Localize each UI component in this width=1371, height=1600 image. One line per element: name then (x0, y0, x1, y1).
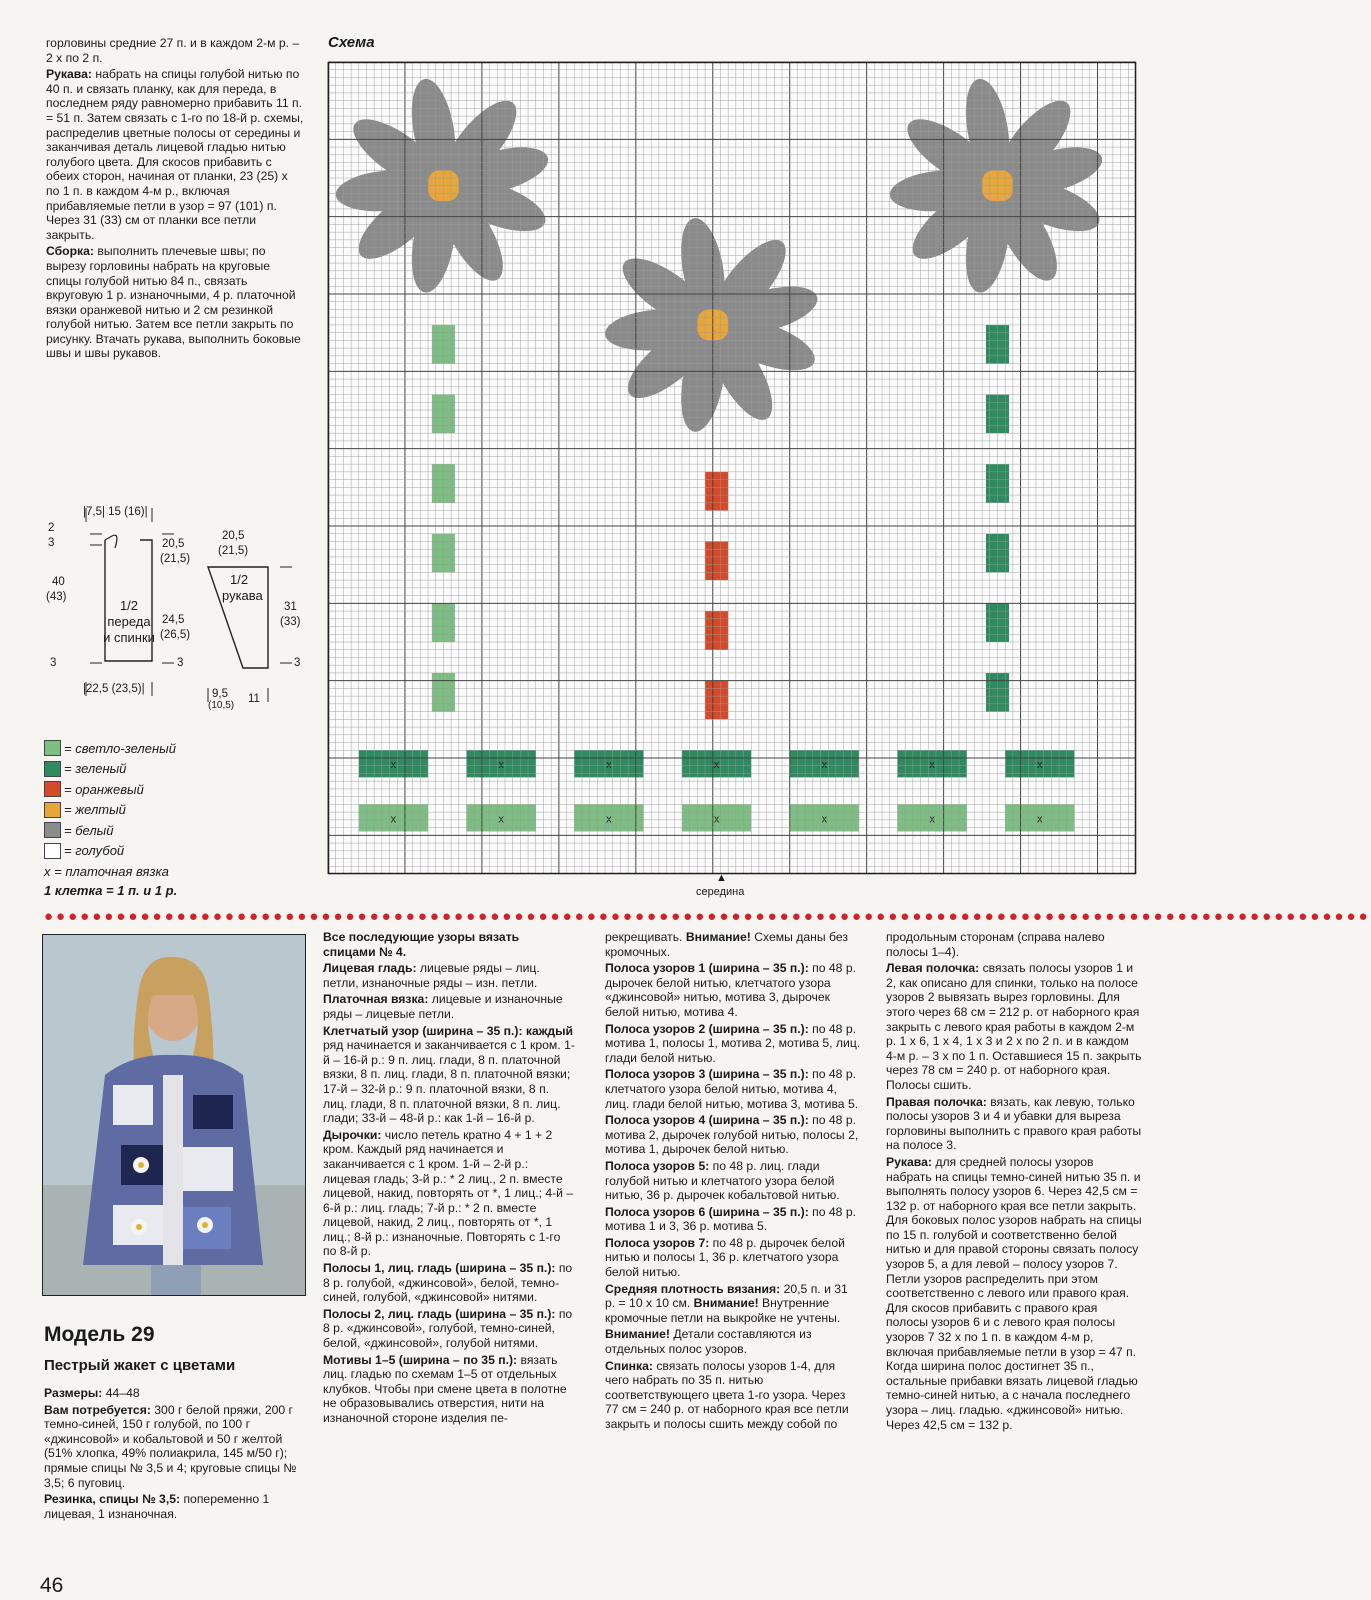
paragraph-heading: Полоса узоров 1 (ширина – 35 п.): (605, 961, 809, 976)
paragraph-heading: Внимание! (605, 1327, 670, 1342)
model-materials (44, 1386, 306, 1523)
sleeve-dim-31: 31 (284, 601, 297, 613)
legend-swatch (44, 781, 61, 797)
paragraph (323, 961, 575, 990)
paragraph-heading: Размеры: (44, 1386, 103, 1400)
legend-label: = белый (64, 822, 114, 838)
paragraph-text: Внутренние кромочные петли на выкройке не учтены. (605, 1296, 841, 1325)
paragraph-text: по 48 р. дырочек белой нитью, клетчатого узора «джинсовой» нитью, мотива 3, дырочек белой нитью, мотива 4. (605, 961, 857, 1019)
paragraph (323, 992, 575, 1021)
paragraph (323, 930, 575, 959)
paragraph-text: ряд начинается и заканчивается с 1 кром. 1-й – 16-й р.: 9 п. лиц. глади, 8 п. платочной вязки, 8 п. лиц. глади, 8 п. платочной вязки; 17-й – 32-й р.: 9 п. платочной вязки, 8 п. лиц. глади, 8 п. платочной вязки, 8 п. лиц. глади; 33-й – 48-й р.: как 1-й – 16-й р. (323, 1038, 575, 1126)
paragraph-heading: Вам потребуется: (44, 1402, 151, 1417)
paragraph-text: набрать на спицы голубой нитью по 40 п. и связать планку, как для переда, в последнем ряду равномерно прибавить 11 п. = 51 п. Затем связать с 1-го по 18-й р. схемы, распределив цветные полосы от середины и заканчивая деталь лицевой гладью нитью голубого цвета. Для скосов прибавить с обеих сторон, начиная от планки, 23 (25) х по 1 п. в каждом 4-м р., включая прибавляемые петли в узор = 97 (101) п. Через 31 (33) см от планки все петли закрыть. (46, 67, 304, 242)
paragraph-text: Детали составляются из отдельных полос узоров. (605, 1327, 812, 1357)
platochnaya-mark: x (929, 759, 935, 772)
legend-swatch (44, 822, 61, 838)
sleeve-dim-33: (33) (280, 616, 301, 628)
paragraph-text: по 48 р. мотива 1, полосы 1, мотива 2, мотива 5, лиц. глади белой нитью. (605, 1021, 861, 1065)
paragraph-text: лицевые ряды – лиц. петли, изнаночные ряды – изн. петли. (323, 961, 540, 990)
stem-segment (705, 472, 728, 511)
paragraph-heading: Сборка: (46, 244, 94, 259)
legend-swatch (44, 802, 61, 818)
sleeve-label-2: рукава (222, 588, 263, 603)
paragraph-text: по 48 р. лиц. глади голубой нитью и клетчатого узора белой нитью, 36 р. дырочек кобальтовой нитью. (605, 1158, 840, 1203)
paragraph (323, 1261, 575, 1305)
paragraph-text: по 48 р. дырочек белой нитью и полосы 1, 36 р. клетчатого узора белой нитью. (605, 1235, 845, 1280)
legend-item (44, 800, 304, 821)
legend-cell: 1 клетка = 1 п. и 1 р. (44, 883, 178, 898)
paragraph-text: вязать лиц. гладью по схемам 1–5 от отдельных клубков. Чтобы при смене цвета в полотне не образовывались отверстия, нити на изнаночной стороне изделия пе- (323, 1352, 567, 1425)
paragraph (605, 1022, 861, 1066)
paragraph-heading: Дырочки: (323, 1127, 382, 1142)
legend-item (44, 841, 304, 862)
platochnaya-mark: x (498, 759, 504, 772)
text-column-3 (605, 930, 861, 1434)
paragraph-text: Схемы даны без кромочных. (605, 930, 848, 959)
legend-platochnaya: x = платочная вязка (44, 864, 169, 879)
paragraph (605, 1359, 861, 1432)
paragraph-text: рекрещивать. (605, 930, 686, 944)
photo-illustration (43, 935, 305, 1295)
paragraph (323, 1307, 575, 1351)
dotted-separator: ●●●●●●●●●●●●●●●●●●●●●●●●●●●●●●●●●●●●●●●●●●●●●●●●●●●●●●●●●●●●●●●●●●●●●●●●●●●●●●●●●●●●●●●●●●●●●●●●●●●●●●●●●●●●●● (44, 908, 1371, 925)
front-dim-245: 24,5 (162, 614, 185, 626)
paragraph-heading: Полоса узоров 4 (ширина – 35 п.): (605, 1113, 809, 1128)
knitting-chart (328, 62, 1136, 874)
paragraph-heading: Лицевая гладь: (323, 961, 417, 976)
front-bottom-dim: |22,5 (23,5)| (83, 683, 145, 695)
paragraph-heading: Все последующие узоры вязать спицами № 4. (323, 930, 520, 959)
paragraph-heading: Полоса узоров 6 (ширина – 35 п.): (605, 1204, 809, 1219)
platochnaya-mark: x (929, 813, 935, 826)
text-column-2 (323, 930, 575, 1428)
paragraph-heading: Правая полочка: (886, 1094, 987, 1109)
paragraph-text: связать полосы узоров 1 и 2, как описано для спинки, только на полосе узоров 2 вывязать вырез горловины. Для этого через 68 см = 212 р. от наборного края закрыть с левого края работы в каждом 2-м р. 1 х 6, 1 х 4, 1 х 3 и 2 х по 2 п. и в каждом 4-м р. – 3 х по 1 п. Оставшиеся 15 п. закрыть через 78 см = 240 р. от наборного края. Полосы сшить. (886, 961, 1142, 1092)
paragraph-heading: Полосы 1, лиц. гладь (ширина – 35 п.): (323, 1261, 556, 1276)
legend-item (44, 820, 304, 841)
legend-item (44, 738, 304, 759)
legend-label: = зеленый (64, 761, 127, 777)
paragraph-text: по 8 р. голубой, «джинсовой», белой, темно-синей, голубой, «джинсовой» нитями. (323, 1261, 573, 1305)
size-diagrams (40, 500, 330, 715)
front-dim-3: 3 (48, 537, 55, 549)
stem-segment (705, 611, 728, 650)
sleeve-dim-105: (10,5) (208, 700, 235, 711)
platochnaya-mark: x (390, 759, 397, 772)
platochnaya-mark: x (821, 759, 828, 772)
front-dim-265: (26,5) (160, 629, 191, 641)
paragraph-text: связать полосы узоров 1-4, для чего набрать по 35 п. нитью соответствующего цвета 1-го узора. Через 77 см = 240 р. от наборного края все петли закрыть и полосы сшить между собой по (605, 1358, 849, 1431)
paragraph (605, 1236, 861, 1280)
paragraph-text: по 8 р. «джинсовой», голубой, темно-синей, белой, «джинсовой», голубой нитями. (323, 1306, 573, 1351)
front-dim-205: 20,5 (162, 538, 185, 550)
paragraph-text: попеременно 1 лицевая, 1 изнаночная. (44, 1492, 270, 1521)
paragraph (886, 930, 1142, 959)
model-title: Модель 29 (44, 1323, 155, 1346)
front-top-dim: |7,5| 15 (16)| (83, 506, 148, 518)
paragraph (605, 1159, 861, 1203)
paragraph-heading: Клетчатый узор (ширина – 35 п.): каждый (323, 1023, 574, 1038)
chart-svg (328, 62, 1136, 874)
sleeve-dim-205: 20,5 (222, 530, 245, 542)
platochnaya-mark: x (821, 813, 828, 826)
paragraph (605, 1113, 861, 1157)
paragraph-heading: Платочная вязка: (323, 992, 429, 1007)
paragraph-heading: Полоса узоров 7: (605, 1235, 710, 1250)
paragraph-text: 20,5 п. и 31 р. = 10 х 10 см. (605, 1281, 848, 1311)
paragraph-text: для средней полосы узоров набрать на спицы темно-синей нитью 35 п. и выполнять полосу узоров 6. Через 42,5 см = 132 р. от наборного края все петли закрыть. Для боковых полос узоров набрать на спицы по 15 п. голубой и соответственно белой нитью и для правой стороны связать полосу узоров 5, а для левой – полосу узоров 7. Петли узоров распределить при этом соответственно с левого или правого края. Для скосов прибавить с правого края полосы узоров 6 и с левого края полосы узоров 7 32 х по 1 п. в каждом 4-м р, включая прибавляемые петли в узор = 47 п. Когда ширина полос достигнет 35 п., остальные прибавки вязать лицевой гладью темно-синей нитью, а с начала последнего узора – лиц. гладью. «джинсовой» нитью. Через 42,5 см = 132 р. (886, 1154, 1142, 1432)
legend-swatch (44, 761, 61, 777)
paragraph (605, 1205, 861, 1234)
platochnaya-mark: x (606, 759, 612, 772)
front-label-2: переда (107, 614, 151, 629)
legend-item (44, 779, 304, 800)
paragraph (886, 1095, 1142, 1153)
legend-label: = голубой (64, 843, 125, 859)
paragraph (605, 961, 861, 1019)
platochnaya-mark: x (1037, 813, 1043, 826)
legend-swatch (44, 843, 61, 859)
paragraph (323, 1128, 575, 1259)
paragraph-heading: Полоса узоров 3 (ширина – 35 п.): (605, 1067, 809, 1082)
paragraph (44, 1403, 306, 1491)
front-dim-2: 2 (48, 522, 55, 534)
paragraph (46, 67, 304, 242)
paragraph (605, 1327, 861, 1356)
paragraph-heading: Спинка: (605, 1358, 653, 1373)
legend-item (44, 759, 304, 780)
paragraph (46, 36, 304, 65)
front-label-3: и спинки (103, 630, 155, 645)
model-subtitle: Пестрый жакет с цветами (44, 1357, 236, 1374)
paragraph-text: вязать, как левую, только полосы узоров 3 и 4 и убавки для выреза горловины выполнить с правого края работы на полосе 3. (886, 1094, 1142, 1153)
model-photo (42, 934, 306, 1296)
legend-label: = желтый (64, 802, 126, 818)
platochnaya-mark: x (1037, 759, 1043, 772)
paragraph-text: выполнить плечевые швы; по вырезу горловины набрать на круговые спицы голубой нитью 84 п., связать вкруговую 1 р. изнаночными, 4 р. платочной вязки оранжевой нитью и 2 см резинкой голубой нитью. Затем все петли закрыть по рисунку. Втачать рукава, выполнить боковые швы и швы рукавов. (46, 244, 301, 361)
text-column-4 (886, 930, 1142, 1434)
paragraph-heading: Внимание! (693, 1296, 759, 1311)
front-dim-3c: 3 (177, 657, 184, 669)
legend-swatch (44, 740, 61, 756)
platochnaya-mark: x (713, 759, 720, 772)
paragraph-heading: Полоса узоров 2 (ширина – 35 п.): (605, 1021, 809, 1036)
paragraph (886, 961, 1142, 1092)
paragraph-heading: Мотивы 1–5 (ширина – по 35 п.): (323, 1352, 518, 1367)
paragraph-text: 300 г белой пряжи, 200 г темно-синей, 150 г голубой, по 100 г «джинсовой» и кобальтовой и 50 г желтой (51% хлопка, 49% полиакрила, 145 м/50 г); прямые спицы № 3,5 и 4; круговые спицы № 3,5; 6 пуговиц. (44, 1402, 297, 1490)
platochnaya-mark: x (713, 813, 720, 826)
paragraph-text: горловины средние 27 п. и в каждом 2-м р. – 2 х по 2 п. (46, 36, 300, 65)
paragraph-heading: Внимание! (685, 930, 751, 944)
front-dim-43: (43) (46, 591, 67, 603)
front-dim-40: 40 (52, 576, 65, 588)
paragraph-text: продольным сторонам (справа налево полосы 1–4). (886, 930, 1105, 959)
stem-segment (705, 541, 728, 580)
paragraph-text: по 48 р. клетчатого узора белой нитью, мотива 4, лиц. глади белой нитью, мотива 3, мотива 5. (605, 1067, 859, 1111)
paragraph (44, 1492, 306, 1521)
sleeve-dim-95: 9,5 (212, 688, 228, 700)
paragraph-text: число петель кратно 4 + 1 + 2 кром. Каждый ряд начинается и заканчивается с 1 кром. 1-й – 2-й р.: лицевая гладь; 3-й р.: * 2 лиц., 2 п. вместе лицевой, накид, повторять от *, 1 лиц.; 4-й – 6-й р.: лиц. гладь; 7-й р.: * 2 п. вместе лицевой, накид, 2 лиц., повторять от *, 1 лиц.; 8-й р.: изнаночные. Повторять с 1-го по 8-й р. (323, 1127, 574, 1259)
middle-arrow: ▲ (716, 872, 727, 884)
paragraph (46, 244, 304, 361)
paragraph-heading: Средняя плотность вязания: (605, 1281, 781, 1296)
front-dim-3b: 3 (50, 657, 57, 669)
paragraph-heading: Рукава: (886, 1154, 932, 1169)
schema-title: Схема (328, 34, 375, 51)
paragraph-heading: Левая полочка: (886, 961, 980, 976)
color-legend (44, 738, 304, 861)
paragraph-text: по 48 р. мотива 1 и 3, 36 р. мотива 5. (605, 1204, 857, 1234)
legend-label: = оранжевый (64, 781, 144, 797)
paragraph-heading: Рукава: (46, 67, 92, 82)
paragraph (44, 1386, 306, 1401)
paragraph (323, 1024, 575, 1126)
sleeve-label-1: 1/2 (230, 572, 249, 587)
paragraph (605, 930, 861, 959)
sleeve-dim-11: 11 (248, 693, 260, 705)
paragraph-text: лицевые и изнаночные ряды – лицевые петли. (323, 992, 563, 1021)
platochnaya-mark: x (390, 813, 397, 826)
paragraph-heading: Резинка, спицы № 3,5: (44, 1492, 181, 1507)
legend-label: = светло-зеленый (64, 740, 176, 756)
page-number: 46 (40, 1574, 64, 1597)
paragraph (886, 1155, 1142, 1432)
platochnaya-mark: x (498, 813, 504, 826)
sleeve-dim-215: (21,5) (218, 545, 249, 557)
paragraph (605, 1067, 861, 1111)
paragraph-text: 44–48 (102, 1386, 140, 1400)
front-label-1: 1/2 (119, 598, 139, 613)
stem-segment (705, 681, 728, 720)
paragraph (605, 1282, 861, 1326)
platochnaya-mark: x (606, 813, 612, 826)
paragraph-heading: Полосы 2, лиц. гладь (ширина – 35 п.): (323, 1306, 556, 1321)
front-dim-215: (21,5) (160, 553, 191, 565)
paragraph-text: по 48 р. мотива 2, дырочек голубой нитью, полосы 2, мотива 1, дырочек белой нитью. (605, 1113, 859, 1157)
paragraph (323, 1353, 575, 1426)
middle-label: середина (696, 886, 745, 898)
sleeve-dim-3: 3 (294, 657, 301, 669)
top-left-text (46, 36, 304, 363)
paragraph-heading: Полоса узоров 5: (605, 1158, 710, 1173)
